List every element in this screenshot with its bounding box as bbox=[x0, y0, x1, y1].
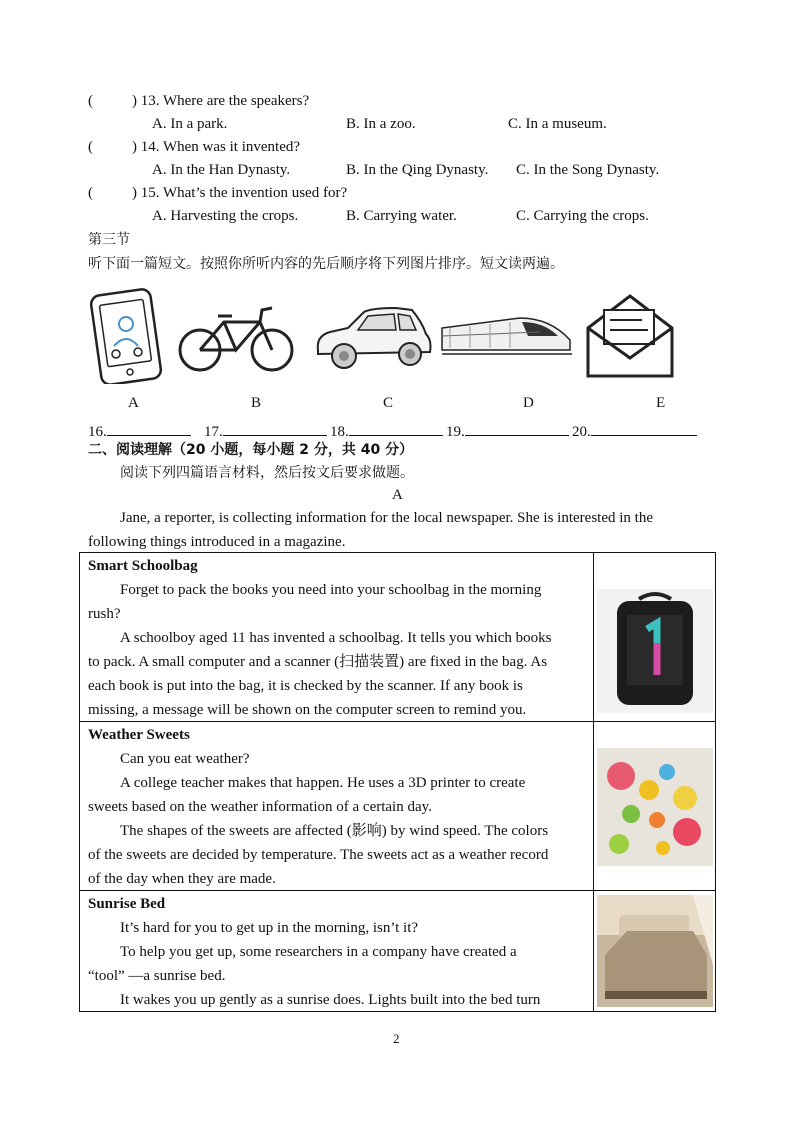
table-row bbox=[80, 553, 716, 722]
sweets-photo bbox=[597, 748, 713, 866]
row-line: missing, a message will be shown on the computer screen to remind you. bbox=[88, 702, 527, 718]
schoolbag-photo bbox=[597, 589, 713, 713]
option-b: B. In the Qing Dynasty. bbox=[346, 162, 489, 178]
page-number: 2 bbox=[393, 1031, 400, 1046]
picture-label-e: E bbox=[656, 395, 666, 411]
row-line: Forget to pack the books you need into your schoolbag in the morning bbox=[120, 582, 542, 598]
answer-paren-open: ( bbox=[88, 185, 93, 201]
part-instruction: 阅读下列四篇语言材料，然后按文后要求做题。 bbox=[120, 465, 414, 481]
picture-label-b: B bbox=[251, 395, 262, 411]
row-heading: Sunrise Bed bbox=[88, 896, 166, 912]
bicycle-icon bbox=[176, 288, 296, 384]
passage-intro-line-2: following things introduced in a magazine. bbox=[88, 534, 346, 550]
row-line: “tool” —a sunrise bed. bbox=[88, 968, 226, 984]
car-icon bbox=[312, 288, 434, 384]
option-a: A. In the Han Dynasty. bbox=[152, 162, 291, 178]
question-text: ) 14. When was it invented? bbox=[132, 139, 301, 155]
high-speed-train-icon bbox=[440, 288, 576, 384]
answer-blank-19[interactable]: 19. bbox=[446, 419, 569, 442]
row-line: A college teacher makes that happen. He uses a 3D printer to create bbox=[120, 775, 526, 791]
invention-table bbox=[79, 552, 716, 1012]
option-c: C. In a museum. bbox=[508, 116, 607, 132]
section-instruction: 听下面一篇短文。按照你所听内容的先后顺序将下列图片排序。短文读两遍。 bbox=[88, 256, 564, 272]
picture-label-c: C bbox=[383, 395, 394, 411]
answer-paren-open: ( bbox=[88, 93, 93, 109]
table-row bbox=[80, 722, 716, 891]
question-text: ) 15. What’s the invention used for? bbox=[132, 185, 348, 201]
option-b: B. Carrying water. bbox=[346, 208, 457, 224]
answer-paren-open: ( bbox=[88, 139, 93, 155]
row-line: It wakes you up gently as a sunrise does. Lights built into the bed turn bbox=[120, 992, 541, 1008]
row-line: A schoolboy aged 11 has invented a schoolbag. It tells you which books bbox=[120, 630, 552, 646]
picture-label-d: D bbox=[523, 395, 534, 411]
row-heading: Weather Sweets bbox=[88, 727, 190, 743]
option-c: C. Carrying the crops. bbox=[516, 208, 649, 224]
answer-blank-17[interactable]: 17. bbox=[204, 419, 327, 442]
passage-letter: A bbox=[392, 487, 403, 503]
table-row bbox=[80, 891, 716, 1012]
row-line: to pack. A small computer and a scanner (扫描装置) are fixed in the bag. As bbox=[88, 654, 548, 670]
question-text: ) 13. Where are the speakers? bbox=[132, 93, 310, 109]
bed-photo bbox=[597, 895, 713, 1007]
row-line: sweets based on the weather information of a certain day. bbox=[88, 799, 432, 815]
option-b: B. In a zoo. bbox=[346, 116, 416, 132]
row-line: of the day when they are made. bbox=[88, 871, 276, 887]
picture-label-a: A bbox=[128, 395, 139, 411]
row-heading: Smart Schoolbag bbox=[88, 558, 198, 574]
row-line: To help you get up, some researchers in a company have created a bbox=[120, 944, 517, 960]
part-title: 二、阅读理解（20 小题，每小题 2 分，共 40 分） bbox=[88, 442, 414, 458]
option-a: A. In a park. bbox=[152, 116, 228, 132]
smartphone-icon bbox=[90, 288, 170, 384]
row-line: The shapes of the sweets are affected (影响) by wind speed. The colors bbox=[120, 823, 549, 839]
row-line: Can you eat weather? bbox=[120, 751, 250, 767]
envelope-letter-icon bbox=[582, 288, 678, 384]
option-c: C. In the Song Dynasty. bbox=[516, 162, 660, 178]
row-line: each book is put into the bag, it is checked by the scanner. If any book is bbox=[88, 678, 523, 694]
answer-blank-18[interactable]: 18. bbox=[330, 419, 443, 442]
row-line: of the sweets are decided by temperature. The sweets act as a weather record bbox=[88, 847, 549, 863]
passage-intro-line-1: Jane, a reporter, is collecting information for the local newspaper. She is interested in the bbox=[120, 510, 653, 526]
answer-blank-16[interactable]: 16. bbox=[88, 419, 191, 442]
section-title: 第三节 bbox=[88, 232, 130, 248]
answer-blank-20[interactable]: 20. bbox=[572, 419, 697, 442]
row-line: It’s hard for you to get up in the morning, isn’t it? bbox=[120, 920, 419, 936]
option-a: A. Harvesting the crops. bbox=[152, 208, 299, 224]
row-line: rush? bbox=[88, 606, 121, 622]
